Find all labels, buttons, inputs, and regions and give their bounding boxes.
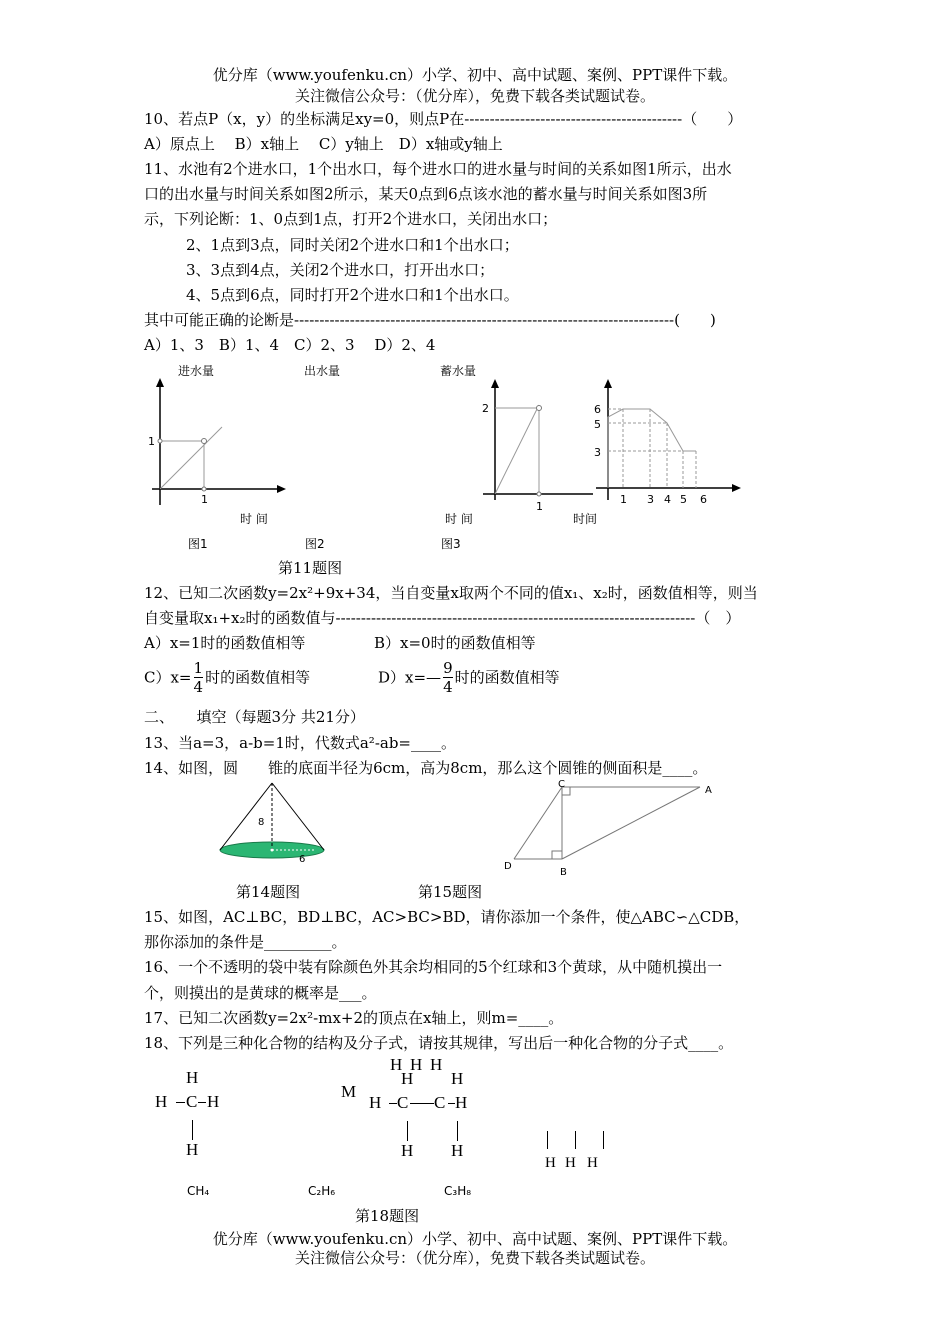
- fig3-tick-y-6: 6: [594, 403, 601, 416]
- fig3-caption: 图3: [441, 537, 461, 551]
- formula-c2h6: C₂H₆: [308, 1184, 336, 1198]
- ch4-structure: H H C H H: [155, 1068, 220, 1159]
- fig1-x-label: 时 间: [240, 512, 268, 526]
- header-line-2: 关注微信公众号：（优分库），免费下载各类试题试卷。: [294, 87, 655, 105]
- q10-options: A）原点上 B）x轴上 C）y轴上 D）x轴或y轴上: [144, 135, 503, 153]
- fig3-tick-x-6: 6: [700, 493, 707, 506]
- q11-statement-2: 2、1点到3点，同时关闭2个进水口和1个出水口；: [186, 236, 519, 254]
- q12-option-d-numerator: 9: [443, 659, 453, 677]
- q14-stem: 14、如图，圆 锥的底面半径为6cm，高为8cm，那么这个圆锥的侧面积是____。: [144, 759, 708, 777]
- fig3-tick-y-5: 5: [594, 418, 601, 431]
- q18-caption: 第18题图: [355, 1207, 420, 1225]
- q18-stem: 18、下列是三种化合物的结构及分子式，请按其规律，写出后一种化合物的分子式____。: [144, 1034, 734, 1052]
- triangle-label-b: B: [560, 867, 567, 878]
- q12-option-d-prefix: D）x=—: [378, 668, 442, 687]
- q12-stem-2: 自变量取x₁+x₂时的函数值与-----------------------------------------------------------------------（ ）: [144, 609, 741, 627]
- fig2-graph: [475, 375, 595, 515]
- q12-option-d-denominator: 4: [443, 678, 453, 696]
- fig3-tick-y-3: 3: [594, 446, 601, 459]
- fig3-tick-x-3: 3: [647, 493, 654, 506]
- fig1-tick-y: 1: [148, 435, 155, 448]
- fig3-graph: [590, 375, 750, 510]
- q16-stem-1: 16、一个不透明的袋中装有除颜色外其余均相同的5个红球和3个黄球，从中随机摸出一: [144, 958, 723, 976]
- formula-c3h8: C₃H₈: [444, 1184, 472, 1198]
- fig2-tick-x: 1: [536, 500, 543, 513]
- q12-option-c-prefix: C）x=: [144, 668, 192, 687]
- q12-option-c-denominator: 4: [193, 678, 204, 696]
- q12-option-c: [144, 659, 310, 696]
- fig1-y-label: 进水量: [178, 364, 215, 378]
- cone-radius-label: 6: [299, 854, 306, 865]
- q15-caption: 第15题图: [418, 883, 483, 901]
- q17: 17、已知二次函数y=2x²-mx+2的顶点在x轴上，则m=____。: [144, 1009, 564, 1027]
- q11-figure-caption: 第11题图: [278, 559, 343, 577]
- q15-stem-2: 那你添加的条件是_________。: [144, 933, 347, 951]
- fig3-tick-x-4: 4: [664, 493, 671, 506]
- q12-option-d-suffix: 时的函数值相等: [454, 668, 560, 687]
- q11-statement-3: 3、3点到4点，关闭2个进水口，打开出水口；: [186, 261, 495, 279]
- triangle-label-d: D: [504, 861, 512, 872]
- q14-caption: 第14题图: [236, 883, 301, 901]
- q12-option-a: A）x=1时的函数值相等: [144, 634, 306, 652]
- q11-statement-4: 4、5点到6点，同时打开2个进水口和1个出水口。: [186, 286, 519, 304]
- fig2-y-label: 出水量: [304, 364, 341, 378]
- fig2-x-label: 时 间: [445, 512, 473, 526]
- c2h6-c3h8-structure: H H H H H H C C H H H H H H: [368, 1055, 628, 1165]
- q15-stem-1: 15、如图，AC⊥BC，BD⊥BC，AC>BC>BD，请你添加一个条件，使△ABC∽△CDB，: [144, 908, 750, 926]
- fig2-caption: 图2: [305, 537, 325, 551]
- q12-option-d: [378, 659, 560, 696]
- fig1-graph: [140, 375, 300, 510]
- q12-stem-1: 12、已知二次函数y=2x²+9x+34，当自变量x取两个不同的值x₁、x₂时，函数值相等，则当: [144, 584, 758, 602]
- q14-cone-figure: [215, 775, 335, 870]
- q11-stem-1: 11、水池有2个进水口，1个出水口，每个进水口的进水量与时间的关系如图1所示，出水: [144, 160, 732, 178]
- q12-option-c-numerator: 1: [193, 659, 204, 677]
- q12-option-c-fraction: [194, 659, 204, 696]
- q11-options: A）1、3 B）1、4 C）2、3 D）2、4: [144, 336, 436, 354]
- formula-ch4: CH₄: [187, 1184, 210, 1198]
- q12-option-b: B）x=0时的函数值相等: [374, 634, 536, 652]
- q12-option-c-suffix: 时的函数值相等: [205, 668, 311, 687]
- footer-line-2: 关注微信公众号：（优分库），免费下载各类试题试卷。: [294, 1249, 655, 1267]
- q10-stem: 10、若点P（x，y）的坐标满足xy=0，则点P在-------------------------------------------（ ）: [144, 110, 743, 128]
- fig3-tick-x-5: 5: [680, 493, 687, 506]
- q12-option-d-fraction: [443, 659, 453, 696]
- q11-stem-3: 示，下列论断：1、0点到1点，打开2个进水口，关闭出水口；: [144, 210, 558, 228]
- q13: 13、当a=3，a-b=1时，代数式a²-ab=____。: [144, 734, 457, 752]
- cone-height-label: 8: [258, 817, 265, 828]
- triangle-label-a: A: [705, 785, 712, 796]
- fig2-tick-y: 2: [482, 402, 489, 415]
- fig3-tick-x-1: 1: [620, 493, 627, 506]
- header-line-1: 优分库（www.youfenku.cn）小学、初中、高中试题、案例、PPT课件下载。: [212, 66, 738, 84]
- m-label: M: [341, 1082, 357, 1101]
- fig1-caption: 图1: [188, 537, 208, 551]
- q11-ask: 其中可能正确的论断是---------------------------------------------------------------------------( ): [144, 311, 716, 329]
- q15-triangle-figure: [500, 777, 730, 877]
- fig3-y-label: 蓄水量: [440, 364, 477, 378]
- q16-stem-2: 个，则摸出的是黄球的概率是___。: [144, 984, 377, 1002]
- section-2-title: 二、 填空（每题3分 共21分）: [144, 708, 365, 726]
- fig3-x-label: 时间: [573, 512, 598, 526]
- q11-stem-2: 口的出水量与时间关系如图2所示，某天0点到6点该水池的蓄水量与时间关系如图3所: [144, 185, 708, 203]
- fig1-tick-x: 1: [201, 493, 208, 506]
- triangle-label-c: C: [558, 779, 565, 790]
- footer-line-1: 优分库（www.youfenku.cn）小学、初中、高中试题、案例、PPT课件下载。: [212, 1230, 738, 1248]
